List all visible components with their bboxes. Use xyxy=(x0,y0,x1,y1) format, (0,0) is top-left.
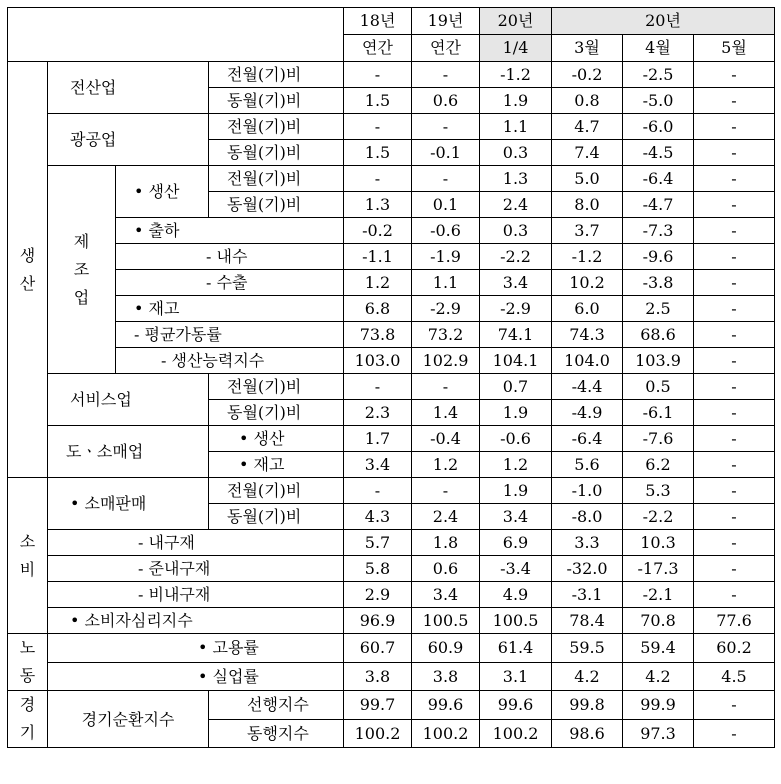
group-all-industry: 전산업 xyxy=(48,62,209,114)
cell-value: 6.0 xyxy=(552,296,623,322)
cell-value: -7.3 xyxy=(623,218,694,244)
cell-value: 6.9 xyxy=(480,530,552,556)
cell-value: 96.9 xyxy=(344,608,412,634)
header-period-mar: 3월 xyxy=(552,35,623,62)
cell-value: 1.1 xyxy=(480,114,552,140)
header-year-18: 18년 xyxy=(344,8,412,35)
cell-value: -2.9 xyxy=(480,296,552,322)
cell-value: 1.7 xyxy=(344,426,412,452)
cell-value: - xyxy=(694,719,775,748)
table-row xyxy=(8,691,775,720)
subsection-manufacturing-label: 제 조 업 xyxy=(73,231,90,307)
table-row xyxy=(8,270,775,296)
cell-value: - xyxy=(694,426,775,452)
table-row xyxy=(8,426,775,452)
cell-value: - xyxy=(694,244,775,270)
row-label: - 수출 xyxy=(116,270,344,296)
cell-value: 4.9 xyxy=(480,582,552,608)
row-label: - 내구재 xyxy=(48,530,344,556)
header-period-may: 5월 xyxy=(694,35,775,62)
cell-value: 60.7 xyxy=(344,634,412,663)
cell-value: 3.7 xyxy=(552,218,623,244)
cell-value: - xyxy=(694,62,775,88)
cell-value: 98.6 xyxy=(552,719,623,748)
cell-value: -6.4 xyxy=(623,166,694,192)
cell-value: 2.4 xyxy=(412,504,480,530)
row-label: • 출하 xyxy=(116,218,344,244)
cell-value: - xyxy=(694,478,775,504)
cell-value: - xyxy=(694,400,775,426)
cell-value: 73.8 xyxy=(344,322,412,348)
cell-value: 3.4 xyxy=(480,270,552,296)
cell-value: 102.9 xyxy=(412,348,480,374)
row-label: 선행지수 xyxy=(209,691,344,720)
cell-value: 100.2 xyxy=(480,719,552,748)
cell-value: 100.2 xyxy=(344,719,412,748)
cell-value: - xyxy=(694,88,775,114)
cell-value: 70.8 xyxy=(623,608,694,634)
cell-value: 10.3 xyxy=(623,530,694,556)
header-period-q1: 1/4 xyxy=(480,35,552,62)
cell-value: 3.4 xyxy=(412,582,480,608)
cell-value: - xyxy=(694,530,775,556)
row-label: 동월(기)비 xyxy=(209,88,344,114)
cell-value: 103.9 xyxy=(623,348,694,374)
cell-value: 10.2 xyxy=(552,270,623,296)
cell-value: -2.1 xyxy=(623,582,694,608)
cell-value: -4.5 xyxy=(623,140,694,166)
section-economy-label: 경 기 xyxy=(19,695,36,742)
cell-value: - xyxy=(344,114,412,140)
cell-value: 59.5 xyxy=(552,634,623,663)
economic-indicators-table xyxy=(7,7,775,748)
table-row xyxy=(8,374,775,400)
cell-value: 3.4 xyxy=(480,504,552,530)
row-label: 전월(기)비 xyxy=(209,374,344,400)
cell-value: 1.2 xyxy=(344,270,412,296)
cell-value: - xyxy=(694,348,775,374)
row-label: - 내수 xyxy=(116,244,344,270)
row-label: 동행지수 xyxy=(209,719,344,748)
cell-value: -4.9 xyxy=(552,400,623,426)
cell-value: 6.2 xyxy=(623,452,694,478)
cell-value: 4.3 xyxy=(344,504,412,530)
cell-value: 100.5 xyxy=(480,608,552,634)
cell-value: -4.4 xyxy=(552,374,623,400)
cell-value: 1.8 xyxy=(412,530,480,556)
cell-value: - xyxy=(694,114,775,140)
cell-value: - xyxy=(344,374,412,400)
cell-value: 99.8 xyxy=(552,691,623,720)
cell-value: -7.6 xyxy=(623,426,694,452)
cell-value: 5.0 xyxy=(552,166,623,192)
cell-value: -0.6 xyxy=(480,426,552,452)
cell-value: 0.3 xyxy=(480,140,552,166)
cell-value: 3.8 xyxy=(344,662,412,691)
cell-value: 1.4 xyxy=(412,400,480,426)
table-row xyxy=(8,218,775,244)
cell-value: 0.5 xyxy=(623,374,694,400)
section-labor xyxy=(8,634,48,691)
header-corner-cell xyxy=(8,8,344,62)
cell-value: 60.9 xyxy=(412,634,480,663)
cell-value: 1.9 xyxy=(480,88,552,114)
cell-value: -0.1 xyxy=(412,140,480,166)
cell-value: -6.0 xyxy=(623,114,694,140)
cell-value: - xyxy=(412,478,480,504)
section-consumption-label: 소 비 xyxy=(19,531,36,579)
cell-value: -0.4 xyxy=(412,426,480,452)
cell-value: - xyxy=(694,582,775,608)
cell-value: 77.6 xyxy=(694,608,775,634)
group-wholesale-retail: 도ㆍ소매업 xyxy=(48,426,209,478)
row-label: - 생산능력지수 xyxy=(116,348,344,374)
cell-value: 61.4 xyxy=(480,634,552,663)
cell-value: 1.2 xyxy=(412,452,480,478)
cell-value: - xyxy=(694,691,775,720)
group-business-cycle: 경기순환지수 xyxy=(48,691,209,748)
cell-value: - xyxy=(694,296,775,322)
cell-value: 103.0 xyxy=(344,348,412,374)
cell-value: 3.8 xyxy=(412,662,480,691)
cell-value: 78.4 xyxy=(552,608,623,634)
subsection-manufacturing xyxy=(48,166,116,374)
cell-value: 99.6 xyxy=(480,691,552,720)
cell-value: 100.2 xyxy=(412,719,480,748)
table-row xyxy=(8,296,775,322)
row-label: - 비내구재 xyxy=(48,582,344,608)
row-label: 전월(기)비 xyxy=(209,478,344,504)
cell-value: 3.4 xyxy=(344,452,412,478)
cell-value: - xyxy=(694,192,775,218)
cell-value: 74.1 xyxy=(480,322,552,348)
table-row xyxy=(8,556,775,582)
cell-value: - xyxy=(694,322,775,348)
cell-value: 3.3 xyxy=(552,530,623,556)
cell-value: 4.2 xyxy=(623,662,694,691)
section-production xyxy=(8,62,48,478)
cell-value: - xyxy=(694,374,775,400)
table-row xyxy=(8,166,775,192)
cell-value: -4.7 xyxy=(623,192,694,218)
cell-value: -8.0 xyxy=(552,504,623,530)
cell-value: - xyxy=(412,62,480,88)
header-year-20-quarter: 20년 xyxy=(480,8,552,35)
cell-value: 5.6 xyxy=(552,452,623,478)
group-services: 서비스업 xyxy=(48,374,209,426)
section-production-label: 생 산 xyxy=(19,245,36,293)
row-label: 동월(기)비 xyxy=(209,504,344,530)
cell-value: 2.4 xyxy=(480,192,552,218)
header-period-apr: 4월 xyxy=(623,35,694,62)
header-row-years xyxy=(8,8,775,35)
row-label: 동월(기)비 xyxy=(209,140,344,166)
row-label: • 생산 xyxy=(209,426,344,452)
cell-value: -5.0 xyxy=(623,88,694,114)
row-label: 전월(기)비 xyxy=(209,114,344,140)
cell-value: 99.9 xyxy=(623,691,694,720)
cell-value: 99.7 xyxy=(344,691,412,720)
cell-value: -17.3 xyxy=(623,556,694,582)
cell-value: 0.6 xyxy=(412,556,480,582)
cell-value: 104.1 xyxy=(480,348,552,374)
cell-value: 59.4 xyxy=(623,634,694,663)
section-labor-label: 노 동 xyxy=(19,638,36,685)
cell-value: -2.9 xyxy=(412,296,480,322)
row-label: - 준내구재 xyxy=(48,556,344,582)
cell-value: 1.2 xyxy=(480,452,552,478)
cell-value: 5.3 xyxy=(623,478,694,504)
group-retail-sales: • 소매판매 xyxy=(48,478,209,530)
table-row xyxy=(8,322,775,348)
cell-value: - xyxy=(694,270,775,296)
cell-value: -0.2 xyxy=(552,62,623,88)
header-year-20-monthly: 20년 xyxy=(552,8,775,35)
cell-value: -0.6 xyxy=(412,218,480,244)
cell-value: 1.5 xyxy=(344,140,412,166)
cell-value: - xyxy=(694,504,775,530)
cell-value: -1.2 xyxy=(552,244,623,270)
table-row xyxy=(8,348,775,374)
cell-value: -1.2 xyxy=(480,62,552,88)
row-label: - 평균가동률 xyxy=(116,322,344,348)
row-label: 동월(기)비 xyxy=(209,400,344,426)
cell-value: 99.6 xyxy=(412,691,480,720)
cell-value: 1.3 xyxy=(344,192,412,218)
table-row xyxy=(8,244,775,270)
cell-value: 0.3 xyxy=(480,218,552,244)
cell-value: - xyxy=(694,556,775,582)
cell-value: -3.1 xyxy=(552,582,623,608)
section-consumption xyxy=(8,478,48,634)
cell-value: -32.0 xyxy=(552,556,623,582)
cell-value: - xyxy=(694,452,775,478)
cell-value: 2.9 xyxy=(344,582,412,608)
cell-value: 1.9 xyxy=(480,478,552,504)
cell-value: 0.1 xyxy=(412,192,480,218)
cell-value: -9.6 xyxy=(623,244,694,270)
cell-value: 104.0 xyxy=(552,348,623,374)
row-label: • 고용률 xyxy=(48,634,344,663)
row-label: 전월(기)비 xyxy=(209,62,344,88)
cell-value: 1.3 xyxy=(480,166,552,192)
cell-value: -6.1 xyxy=(623,400,694,426)
cell-value: -6.4 xyxy=(552,426,623,452)
group-manufacturing-production: • 생산 xyxy=(116,166,209,218)
table-row xyxy=(8,62,775,88)
row-label: • 소비자심리지수 xyxy=(48,608,344,634)
cell-value: 0.6 xyxy=(412,88,480,114)
row-label: 동월(기)비 xyxy=(209,192,344,218)
cell-value: 2.5 xyxy=(623,296,694,322)
row-label: 전월(기)비 xyxy=(209,166,344,192)
header-period-annual-18: 연간 xyxy=(344,35,412,62)
row-label: • 재고 xyxy=(209,452,344,478)
cell-value: -3.8 xyxy=(623,270,694,296)
cell-value: -2.2 xyxy=(480,244,552,270)
group-mining-manufacturing: 광공업 xyxy=(48,114,209,166)
cell-value: 4.2 xyxy=(552,662,623,691)
cell-value: -1.1 xyxy=(344,244,412,270)
table-row xyxy=(8,582,775,608)
cell-value: 97.3 xyxy=(623,719,694,748)
cell-value: - xyxy=(694,140,775,166)
cell-value: - xyxy=(694,166,775,192)
cell-value: 60.2 xyxy=(694,634,775,663)
header-year-19: 19년 xyxy=(412,8,480,35)
cell-value: -2.5 xyxy=(623,62,694,88)
cell-value: - xyxy=(412,166,480,192)
cell-value: - xyxy=(412,114,480,140)
cell-value: -3.4 xyxy=(480,556,552,582)
cell-value: 8.0 xyxy=(552,192,623,218)
cell-value: 2.3 xyxy=(344,400,412,426)
table-row xyxy=(8,634,775,663)
cell-value: 100.5 xyxy=(412,608,480,634)
table-row xyxy=(8,662,775,691)
cell-value: - xyxy=(412,374,480,400)
cell-value: 0.7 xyxy=(480,374,552,400)
cell-value: 5.7 xyxy=(344,530,412,556)
cell-value: -2.2 xyxy=(623,504,694,530)
cell-value: 1.1 xyxy=(412,270,480,296)
table-row xyxy=(8,114,775,140)
cell-value: 1.9 xyxy=(480,400,552,426)
cell-value: 3.1 xyxy=(480,662,552,691)
header-period-annual-19: 연간 xyxy=(412,35,480,62)
cell-value: - xyxy=(344,62,412,88)
cell-value: 5.8 xyxy=(344,556,412,582)
section-economy xyxy=(8,691,48,748)
table-row xyxy=(8,530,775,556)
cell-value: 73.2 xyxy=(412,322,480,348)
economic-indicators-table-wrapper xyxy=(7,7,775,748)
cell-value: 6.8 xyxy=(344,296,412,322)
row-label: • 실업률 xyxy=(48,662,344,691)
cell-value: - xyxy=(694,218,775,244)
row-label: • 재고 xyxy=(116,296,344,322)
cell-value: -1.0 xyxy=(552,478,623,504)
cell-value: 68.6 xyxy=(623,322,694,348)
cell-value: - xyxy=(344,166,412,192)
cell-value: -0.2 xyxy=(344,218,412,244)
cell-value: - xyxy=(344,478,412,504)
table-row xyxy=(8,478,775,504)
cell-value: 4.5 xyxy=(694,662,775,691)
cell-value: -1.9 xyxy=(412,244,480,270)
cell-value: 4.7 xyxy=(552,114,623,140)
cell-value: 0.8 xyxy=(552,88,623,114)
cell-value: 7.4 xyxy=(552,140,623,166)
cell-value: 74.3 xyxy=(552,322,623,348)
cell-value: 1.5 xyxy=(344,88,412,114)
table-row xyxy=(8,608,775,634)
